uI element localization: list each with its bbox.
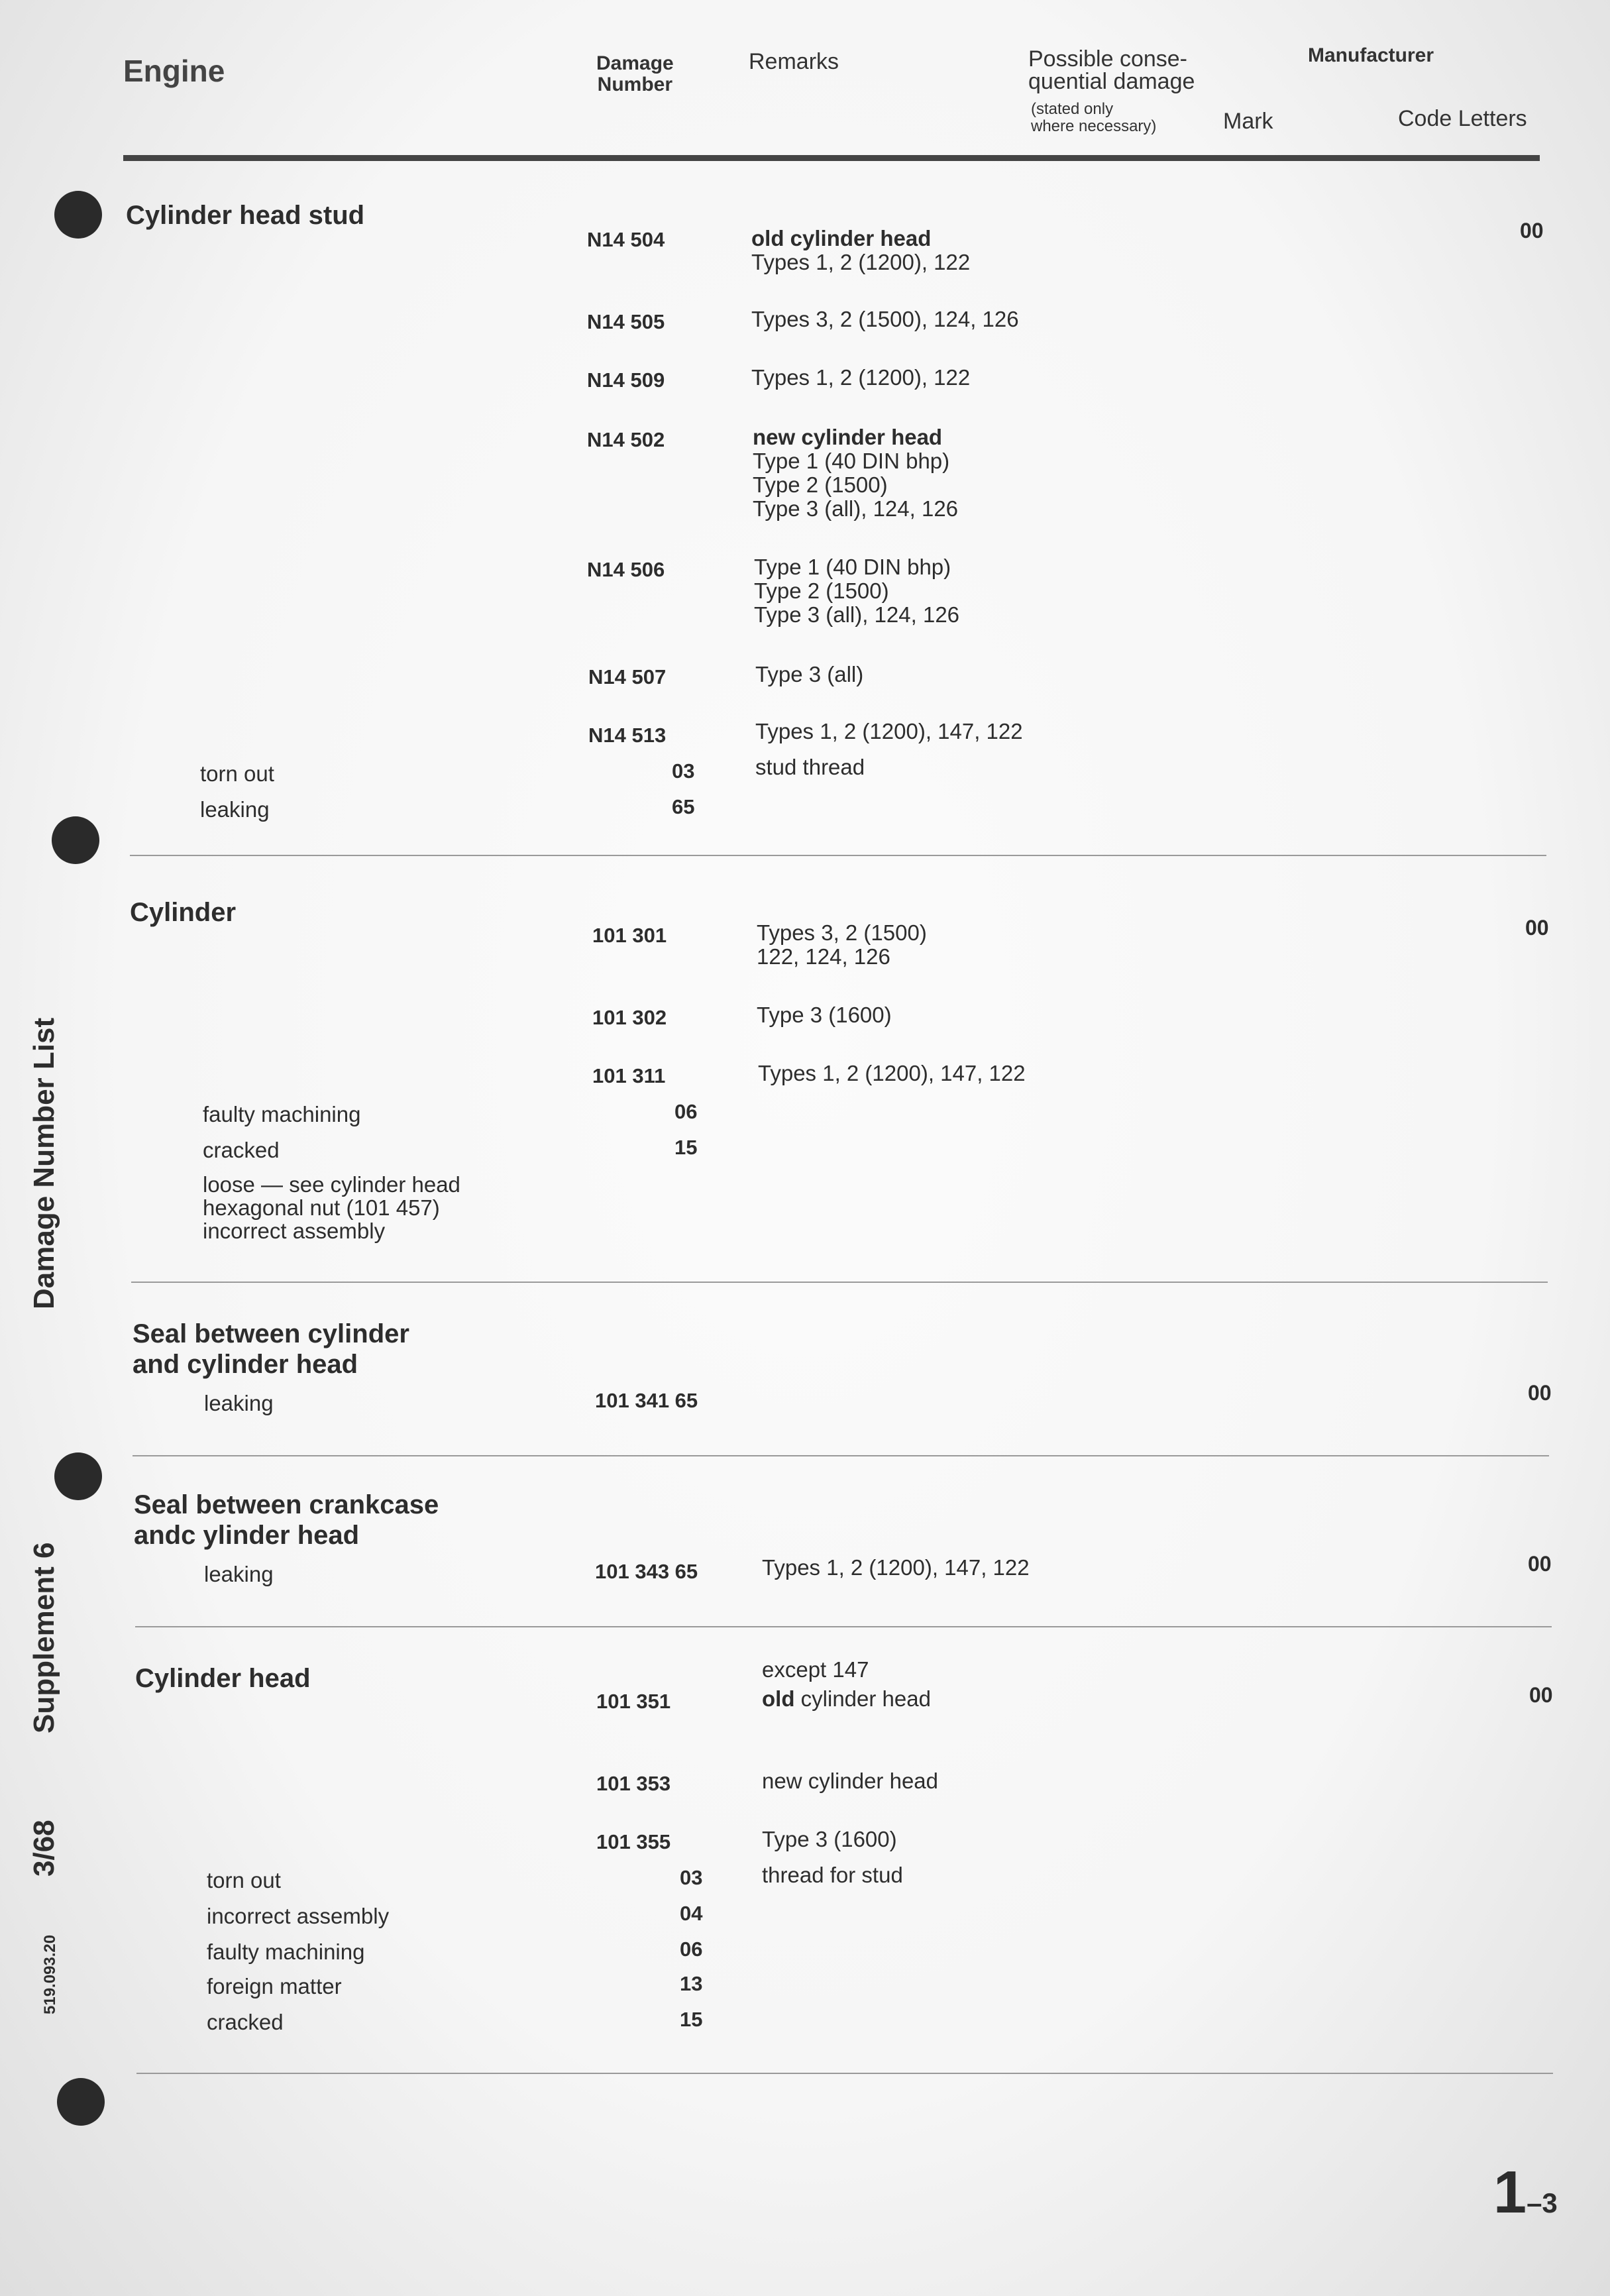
remark: Types 3, 2 (1500) 122, 124, 126 — [757, 920, 927, 969]
damage-type-label: leaking — [204, 1562, 274, 1586]
section-divider — [130, 855, 1546, 856]
manufacturer-code: 00 — [1528, 1552, 1552, 1576]
remark-bold: old — [762, 1686, 795, 1711]
section-title-cylinder: Cylinder — [130, 898, 237, 927]
section-title-cylinder-head-stud: Cylinder head stud — [126, 201, 365, 230]
except-note: except 147 — [762, 1657, 869, 1682]
side-supplement: Supplement 6 — [28, 1542, 60, 1733]
remark: Types 1, 2 (1200), 147, 122 — [762, 1555, 1030, 1580]
damage-number: N14 504 — [587, 228, 665, 251]
remark: stud thread — [755, 755, 865, 779]
remark: Type 3 (1600) — [757, 1003, 892, 1027]
remark: Type 1 (40 DIN bhp) Type 2 (1500) Type 3 (all), 124, 126 — [754, 555, 960, 627]
remark: Types 1, 2 (1200), 122 — [751, 365, 971, 390]
side-doc-number: 519.093.20 — [41, 1934, 59, 2014]
remark-block — [753, 425, 958, 521]
side-date: 3/68 — [28, 1820, 60, 1877]
damage-type-label: loose — see cylinder head hexagonal nut (101 457) incorrect assembly — [203, 1172, 460, 1243]
header-mark: Mark — [1223, 109, 1273, 134]
damage-number: 101 301 — [592, 924, 667, 947]
damage-type-label: torn out — [207, 1868, 281, 1892]
header-possible-consequential: Possible conse- quential damage — [1028, 46, 1195, 94]
damage-number: 101 351 — [596, 1690, 671, 1713]
remark: Type 1 (40 DIN bhp) Type 2 (1500) Type 3 (all), 124, 126 — [753, 449, 959, 521]
remark: Type 3 (all) — [755, 662, 864, 686]
header-code-letters: Code Letters — [1398, 106, 1527, 131]
damage-number: 101 341 65 — [595, 1389, 698, 1412]
header-title: Engine — [123, 54, 225, 88]
header-remarks: Remarks — [749, 49, 839, 74]
remark: cylinder head — [794, 1686, 931, 1711]
damage-type-label: cracked — [207, 2010, 284, 2034]
page-number-sub: –3 — [1527, 2187, 1558, 2218]
damage-number: N14 509 — [587, 368, 665, 392]
damage-number: N14 502 — [587, 428, 665, 451]
remark-bold: new cylinder head — [753, 425, 943, 449]
damage-type-label: leaking — [200, 797, 270, 822]
header-damage-number: Damage Number — [596, 52, 674, 95]
damage-type-label: faulty machining — [207, 1940, 365, 1964]
remark: new cylinder head — [762, 1769, 938, 1793]
binder-hole — [54, 1452, 102, 1500]
damage-type-code: 15 — [680, 2008, 703, 2031]
damage-type-code: 04 — [680, 1902, 703, 1925]
section-divider — [133, 1455, 1549, 1456]
header-rule — [123, 155, 1540, 161]
manufacturer-code: 00 — [1520, 219, 1544, 243]
header-manufacturer: Manufacturer — [1308, 44, 1434, 66]
section-divider — [136, 2073, 1553, 2074]
damage-type-label: cracked — [203, 1138, 280, 1162]
binder-hole — [54, 191, 102, 239]
damage-type-code: 03 — [672, 759, 695, 783]
remark-block — [751, 227, 970, 274]
remark: Types 1, 2 (1200), 122 — [751, 250, 971, 274]
damage-number: 101 343 65 — [595, 1560, 698, 1583]
manufacturer-code: 00 — [1529, 1683, 1553, 1707]
damage-type-code: 03 — [680, 1866, 703, 1889]
damage-number: N14 513 — [588, 724, 667, 747]
page-number-main: 1 — [1493, 2159, 1527, 2226]
remark-block — [762, 1687, 931, 1711]
binder-hole — [57, 2078, 105, 2126]
damage-number: N14 506 — [587, 558, 665, 581]
damage-type-code: 15 — [674, 1136, 698, 1159]
section-divider — [135, 1626, 1552, 1627]
damage-type-label: incorrect assembly — [207, 1904, 390, 1928]
manufacturer-code: 00 — [1525, 916, 1549, 940]
remark: Types 3, 2 (1500), 124, 126 — [751, 307, 1019, 331]
binder-hole — [52, 816, 99, 864]
damage-type-label: foreign matter — [207, 1974, 342, 1998]
damage-type-code: 13 — [680, 1972, 703, 1995]
damage-number: N14 507 — [588, 665, 667, 688]
header-stated-only: (stated only where necessary) — [1031, 100, 1157, 135]
remark: Type 3 (1600) — [762, 1827, 897, 1851]
section-divider — [131, 1282, 1548, 1283]
remark: Types 1, 2 (1200), 147, 122 — [758, 1061, 1026, 1085]
section-title-seal-cylinder: Seal between cylinder and cylinder head — [133, 1319, 409, 1379]
damage-type-label: faulty machining — [203, 1102, 361, 1126]
damage-number: 101 302 — [592, 1006, 667, 1029]
damage-type-label: leaking — [204, 1391, 274, 1415]
damage-type-code: 06 — [674, 1100, 698, 1123]
remark: thread for stud — [762, 1863, 903, 1887]
damage-type-code: 65 — [672, 795, 695, 818]
damage-number: N14 505 — [587, 310, 665, 333]
damage-type-code: 06 — [680, 1938, 703, 1961]
damage-type-label: torn out — [200, 761, 274, 786]
section-title-seal-crankcase: Seal between crankcase andc ylinder head — [134, 1490, 439, 1550]
remark: Types 1, 2 (1200), 147, 122 — [755, 719, 1023, 743]
page-number — [1493, 2159, 1558, 2227]
section-title-cylinder-head: Cylinder head — [135, 1664, 311, 1693]
manufacturer-code: 00 — [1528, 1381, 1552, 1405]
side-list-title: Damage Number List — [28, 1017, 60, 1309]
damage-number: 101 355 — [596, 1830, 671, 1853]
damage-number: 101 353 — [596, 1772, 671, 1795]
remark-bold: old cylinder head — [751, 226, 932, 250]
damage-number: 101 311 — [592, 1064, 666, 1087]
